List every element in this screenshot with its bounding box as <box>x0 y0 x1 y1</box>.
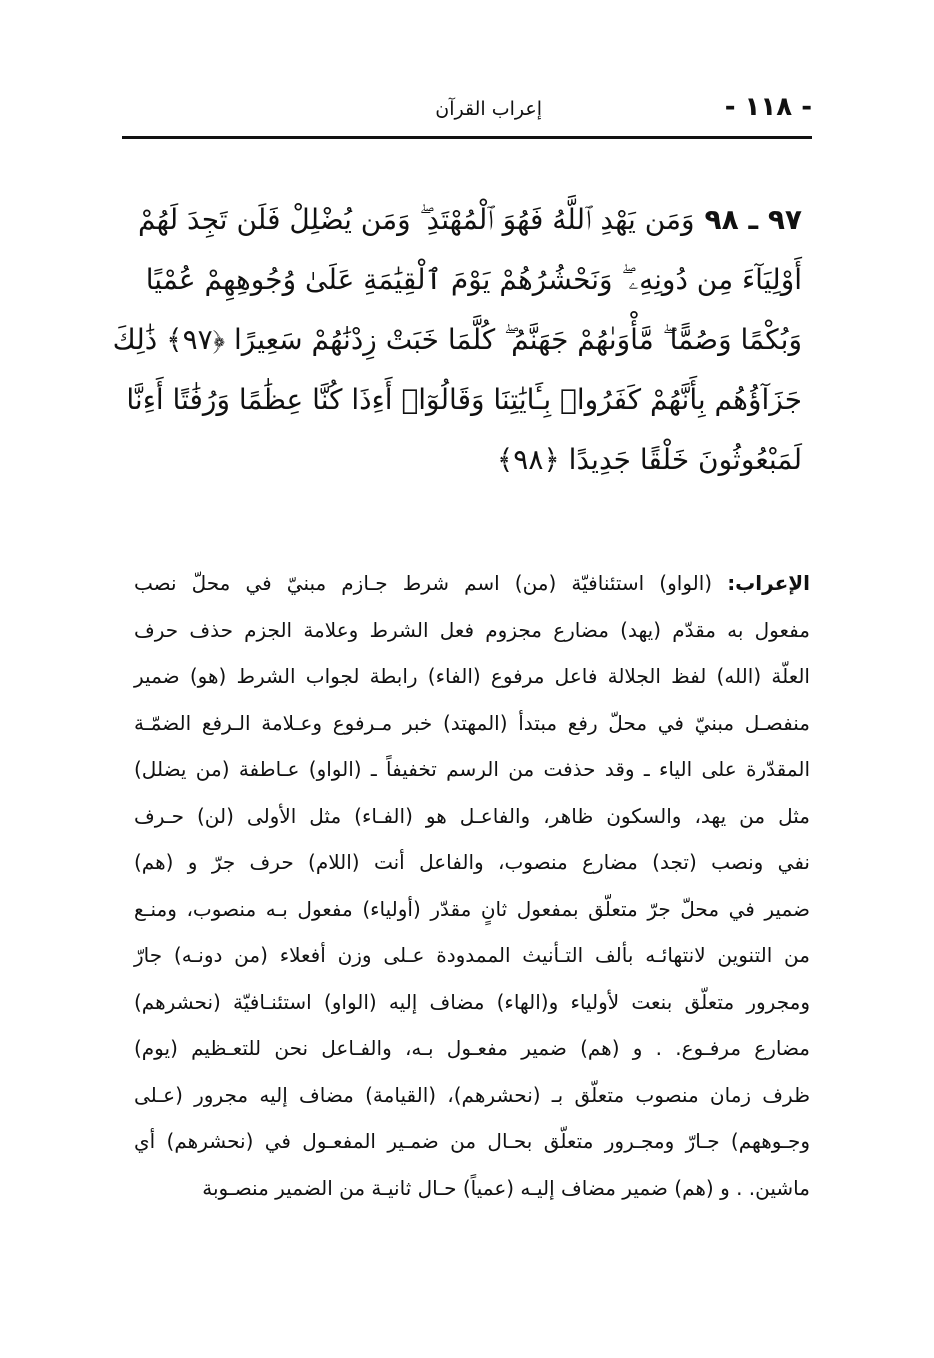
verse-line: أَوْلِيَآءَ مِن دُونِهِۦ ۖ وَنَحْشُرُهُمْ يَوْمَ ٱلْقِيَٰمَةِ عَلَىٰ وُجُوهِهِمْ عُمْيًا <box>145 263 802 296</box>
body-line: مثل من يهد، والسكون ظاهر، والفاعـل هو (الفـاء) مثل الأولى (لن) حـرف <box>134 803 810 828</box>
body-line <box>134 560 810 607</box>
grammatical-analysis <box>134 560 810 1211</box>
running-title: إعراب القرآن <box>435 98 542 120</box>
body-line: ظرف زمان منصوب متعلّق بـ (نحشرهم)، (القيامة) مضاف إليه مجرور (عـلى <box>134 1082 810 1107</box>
body-line: مفعول به مقدّم (يهد) مضارع مجزوم فعل الشرط وعلامة الجزم حذف حرف <box>134 617 810 642</box>
body-line: ماشين. . و (هم) ضمير مضاف إليـه (عمياً) حـال ثانيـة من الضمير منصـوبة <box>202 1175 810 1200</box>
body-line: المقدّرة على الياء ـ وقد حذفت من الرسم تخفيفاً ـ (الواو) عـاطفة (من يضلل) <box>134 757 810 781</box>
body-line-text: (الواو) استئنافيّة (من) اسم شرط جـازم مبنيّ في محلّ نصب <box>134 571 713 595</box>
verse-line <box>138 190 802 250</box>
page-header <box>122 88 812 132</box>
body-line: ضمير في محلّ جرّ متعلّق بمفعول ثانٍ مقدّر (أولياء) مفعول بـه منصوب، ومنـع <box>134 896 810 921</box>
body-line: العلّة (الله) لفظ الجلالة فاعل مرفوع (الفاء) رابطة لجواب الشرط (هو) ضمير <box>134 664 810 688</box>
verse-line: لَمَبْعُوثُونَ خَلْقًا جَدِيدًا ﴿٩٨﴾ <box>496 443 802 476</box>
page-number: - ١١٨ - <box>724 92 812 122</box>
body-line: مضارع مرفـوع. . و (هم) ضمير مفعـول بـه، والفـاعل نحن للتعـظيم (يوم) <box>134 1036 810 1060</box>
verse-text: وَمَن يَهْدِ ٱللَّهُ فَهُوَ ٱلْمُهْتَدِ ۖ وَمَن يُضْلِلْ فَلَن تَجِدَ لَهُمْ <box>138 203 695 236</box>
verse-reference: ٩٧ ـ ٩٨ <box>704 203 802 236</box>
body-line: ومجرور متعلّق بنعت لأولياء و(الهاء) مضاف إليه (الواو) استئنـافيّة (نحشرهم) <box>134 989 810 1014</box>
body-line: نفي ونصب (تجد) مضارع منصوب، والفاعل أنت (اللام) حرف جرّ و (هم) <box>134 850 810 874</box>
verse-line: وَبُكْمًا وَصُمًّا ۖ مَّأْوَىٰهُمْ جَهَنَّمُ ۖ كُلَّمَا خَبَتْ زِدْنَٰهُمْ سَعِيرًا ﴿٩٧﴾ ذَٰلِكَ <box>112 323 802 356</box>
verse-line: جَزَآؤُهُم بِأَنَّهُمْ كَفَرُوا۟ بِـَٔايَٰتِنَا وَقَالُوٓا۟ أَءِذَا كُنَّا عِظَٰمًا وَرُفَٰتًا أَءِنَّا <box>126 383 802 416</box>
body-line: منفصـل مبنيّ في محلّ رفع مبتدأ (المهتد) خبر مـرفوع وعـلامة الـرفع الضمّـة <box>134 710 810 735</box>
body-line: من التنوين لانتهائـه بألف التـأنيث الممدودة عـلى وزن أفعلاء (من دونـه) جارّ <box>134 943 810 967</box>
analysis-heading: الإعراب: <box>727 571 810 595</box>
quran-verses <box>112 190 802 490</box>
body-line: وجـوههم) جـارّ ومجـرور متعلّق بحـال من ضمـير المفعـول في (نحشرهم) أي <box>134 1129 810 1153</box>
header-rule <box>122 136 812 139</box>
